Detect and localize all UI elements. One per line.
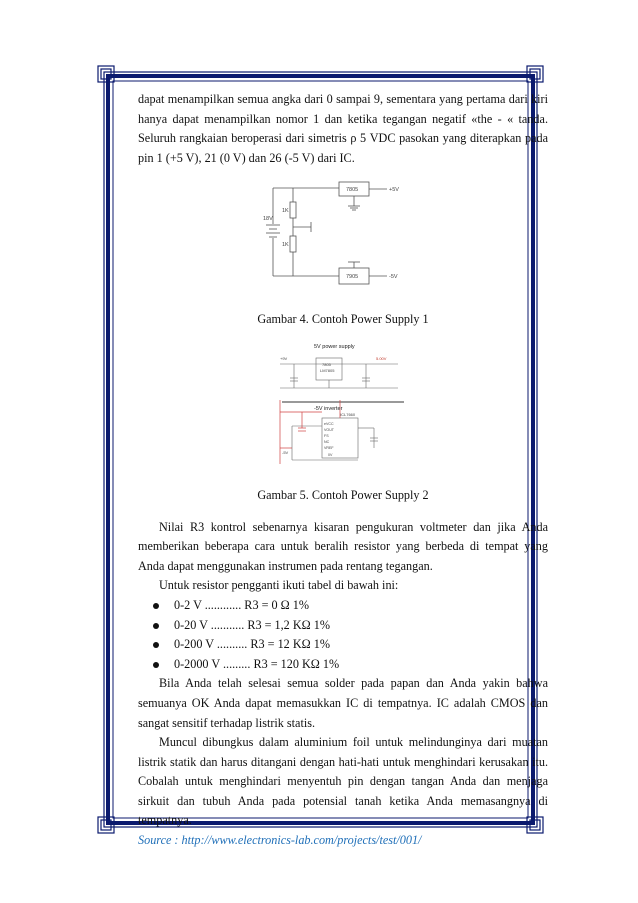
label-ic-7805: 7805	[346, 187, 359, 194]
label-pin-nc: NC	[324, 439, 330, 444]
bullet-icon	[153, 623, 159, 629]
schematic-power-supply-2	[278, 338, 408, 468]
paragraph-intro: dapat menampilkan semua angka dari 0 sampai 9, sementara yang pertama dari kiri hanya dapat menampilkan nomor 1 dan ketika tegangan negatif «the - « tanda. Seluruh rangkaian beroperasi dari simetris ρ 5 VDC pasokan yang diterapkan pada pin 1 (+5 V), 21 (0 V) dan 26 (-5 V) dari IC.	[138, 92, 548, 165]
source-link[interactable]: Source : http://www.electronics-lab.com/projects/test/001/	[138, 833, 422, 848]
label-pin-gnd: 0V	[328, 452, 333, 457]
label-out-pos: +5V	[389, 187, 399, 194]
label-r-bottom: 1K	[282, 242, 289, 249]
resistor-list	[138, 596, 548, 674]
paragraph-solder: Bila Anda telah selesai semua solder pada papan dan Anda yakin bahwa semuanya OK Anda dapat memasukkan IC di tempatnya. IC adalah CMOS dan sangat sensitif terhadap listrik statis.	[138, 676, 548, 730]
label-pin-vcc: eVCC	[324, 421, 334, 426]
list-item: 0-2 V ............ R3 = 0 Ω 1%	[138, 596, 548, 616]
label-reg-sub: LM7805	[320, 367, 335, 373]
schematic-power-supply-1	[263, 180, 423, 298]
label-5v-power-supply: 5V power supply	[314, 343, 355, 350]
label-in: +9V	[280, 355, 288, 361]
label-pin-fs: FS	[324, 433, 329, 438]
label-ic-7660: ICL7660	[340, 411, 356, 417]
list-item: 0-200 V .......... R3 = 12 KΩ 1%	[138, 635, 548, 655]
paragraph-table-intro: Untuk resistor pengganti ikuti tabel di bawah ini:	[159, 578, 399, 593]
bullet-icon	[153, 662, 159, 668]
figure-5-caption: Gambar 5. Contoh Power Supply 2	[257, 487, 429, 502]
figure-power-supply-2	[278, 338, 408, 468]
label-r-top: 1K	[282, 208, 289, 215]
bullet-icon	[153, 642, 159, 648]
figure-power-supply-1	[263, 180, 423, 298]
label-neg: -5V	[282, 449, 289, 455]
label-reg-7805: 7805	[322, 361, 331, 367]
page-content	[138, 90, 548, 851]
label-battery: 18V	[263, 216, 273, 223]
paragraph-r3: Nilai R3 kontrol sebenarnya kisaran pengukuran voltmeter dan jika Anda memberikan beberapa cara untuk beralih resistor yang berbeda di tempat yang Anda dapat menggunakan instrumen pada rentang tegangan.	[138, 519, 548, 573]
label-pin-vout: VOUT	[324, 427, 334, 432]
bullet-icon	[153, 603, 159, 609]
label-pin-vref: VREF	[324, 445, 334, 450]
label-ic-7905: 7905	[346, 274, 359, 281]
figure-4-caption: Gambar 4. Contoh Power Supply 1	[257, 312, 429, 327]
list-item: 0-20 V ........... R3 = 1,2 KΩ 1%	[138, 616, 548, 636]
label-5v-inverter: -5V inverter	[314, 405, 343, 412]
list-item: 0-2000 V ......... R3 = 120 KΩ 1%	[138, 655, 548, 675]
label-out: 5.00V	[376, 355, 387, 361]
paragraph-foil: Muncul dibungkus dalam aluminium foil untuk melindunginya dari muatan listrik statik dan harus ditangani dengan hati-hati untuk menghindari kerusakan itu. Cobalah untuk menghindari menyentuh pin dengan tangan Anda dan menjaga sirkuit dan tubuh Anda pada potensial tanah ketika Anda memasangnya di tempatnya.	[138, 735, 548, 828]
label-out-neg: -5V	[389, 274, 398, 281]
